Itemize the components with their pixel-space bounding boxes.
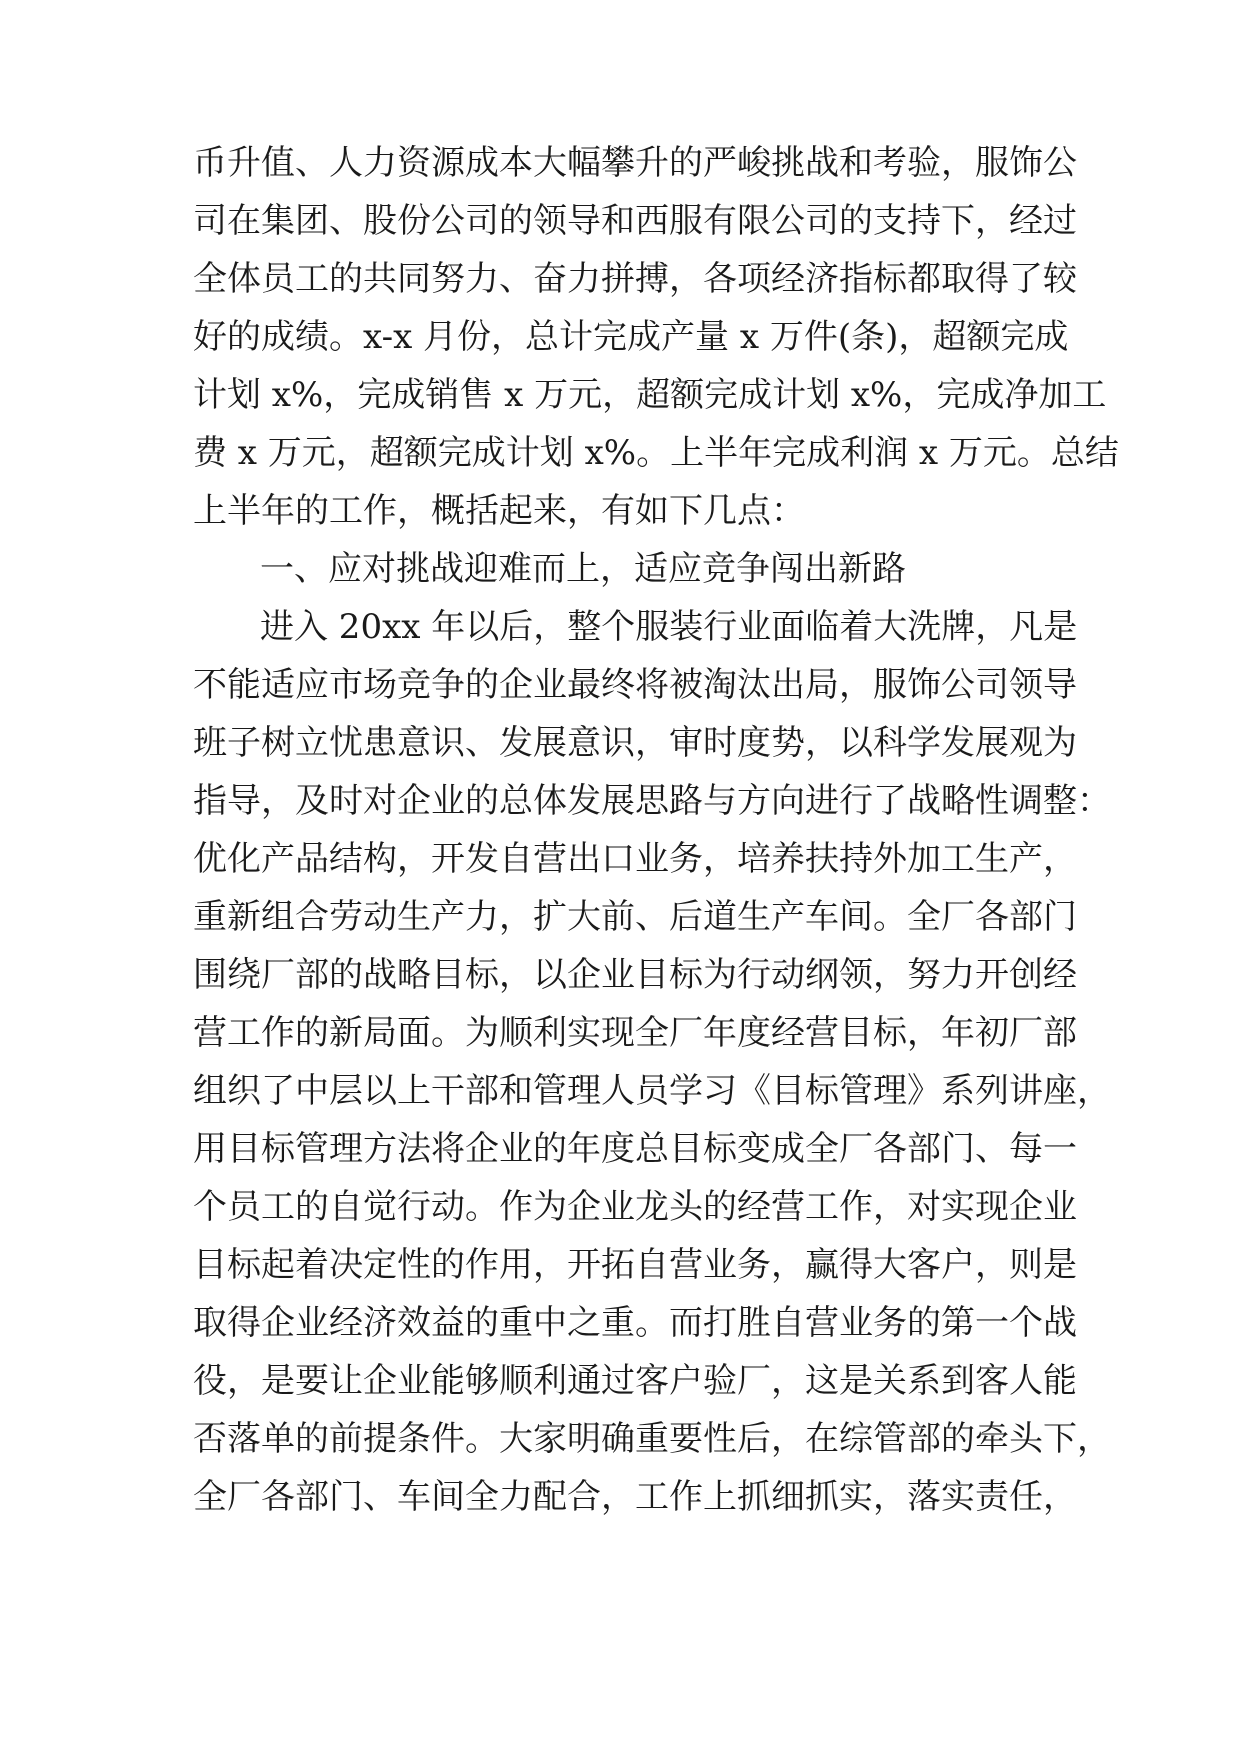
paragraph-line-last: 上半年的工作，概括起来，有如下几点： (193, 491, 805, 531)
paragraph-line: 用目标管理方法将企业的年度总目标变成全厂各部门、每一 (193, 1129, 1077, 1169)
paragraph-line: 组织了中层以上干部和管理人员学习《目标管理》系列讲座， (193, 1071, 1111, 1111)
paragraph-line: 取得企业经济效益的重中之重。而打胜自营业务的第一个战 (193, 1303, 1077, 1343)
paragraph-line: 好的成绩。x-x 月份，总计完成产量 x 万件(条)，超额完成 (193, 317, 1069, 357)
paragraph-line: 否落单的前提条件。大家明确重要性后，在综管部的牵头下， (193, 1419, 1111, 1459)
section-heading: 一、应对挑战迎难而上，适应竞争闯出新路 (260, 549, 906, 589)
paragraph-line: 币升值、人力资源成本大幅攀升的严峻挑战和考验，服饰公 (193, 143, 1077, 183)
paragraph-line: 营工作的新局面。为顺利实现全厂年度经营目标，年初厂部 (193, 1013, 1077, 1053)
paragraph-line: 重新组合劳动生产力，扩大前、后道生产车间。全厂各部门 (193, 897, 1077, 937)
paragraph-line: 指导，及时对企业的总体发展思路与方向进行了战略性调整： (193, 781, 1111, 821)
paragraph-line: 不能适应市场竞争的企业最终将被淘汰出局，服饰公司领导 (193, 665, 1077, 705)
paragraph-line: 优化产品结构，开发自营出口业务，培养扶持外加工生产， (193, 839, 1077, 879)
paragraph-line-first: 进入 20xx 年以后，整个服装行业面临着大洗牌，凡是 (260, 607, 1078, 647)
paragraph-line: 役，是要让企业能够顺利通过客户验厂，这是关系到客人能 (193, 1361, 1077, 1401)
paragraph-line: 目标起着决定性的作用，开拓自营业务，赢得大客户，则是 (193, 1245, 1077, 1285)
paragraph-line: 计划 x%，完成销售 x 万元，超额完成计划 x%，完成净加工 (193, 375, 1107, 415)
paragraph-line: 围绕厂部的战略目标，以企业目标为行动纲领，努力开创经 (193, 955, 1077, 995)
paragraph-line: 全厂各部门、车间全力配合，工作上抓细抓实，落实责任， (193, 1477, 1077, 1517)
paragraph-line: 个员工的自觉行动。作为企业龙头的经营工作，对实现企业 (193, 1187, 1077, 1227)
paragraph-line: 费 x 万元，超额完成计划 x%。上半年完成利润 x 万元。总结 (193, 433, 1119, 473)
paragraph-line: 班子树立忧患意识、发展意识，审时度势，以科学发展观为 (193, 723, 1077, 763)
paragraph-line: 全体员工的共同努力、奋力拼搏，各项经济指标都取得了较 (193, 259, 1077, 299)
paragraph-line: 司在集团、股份公司的领导和西服有限公司的支持下，经过 (193, 201, 1077, 241)
